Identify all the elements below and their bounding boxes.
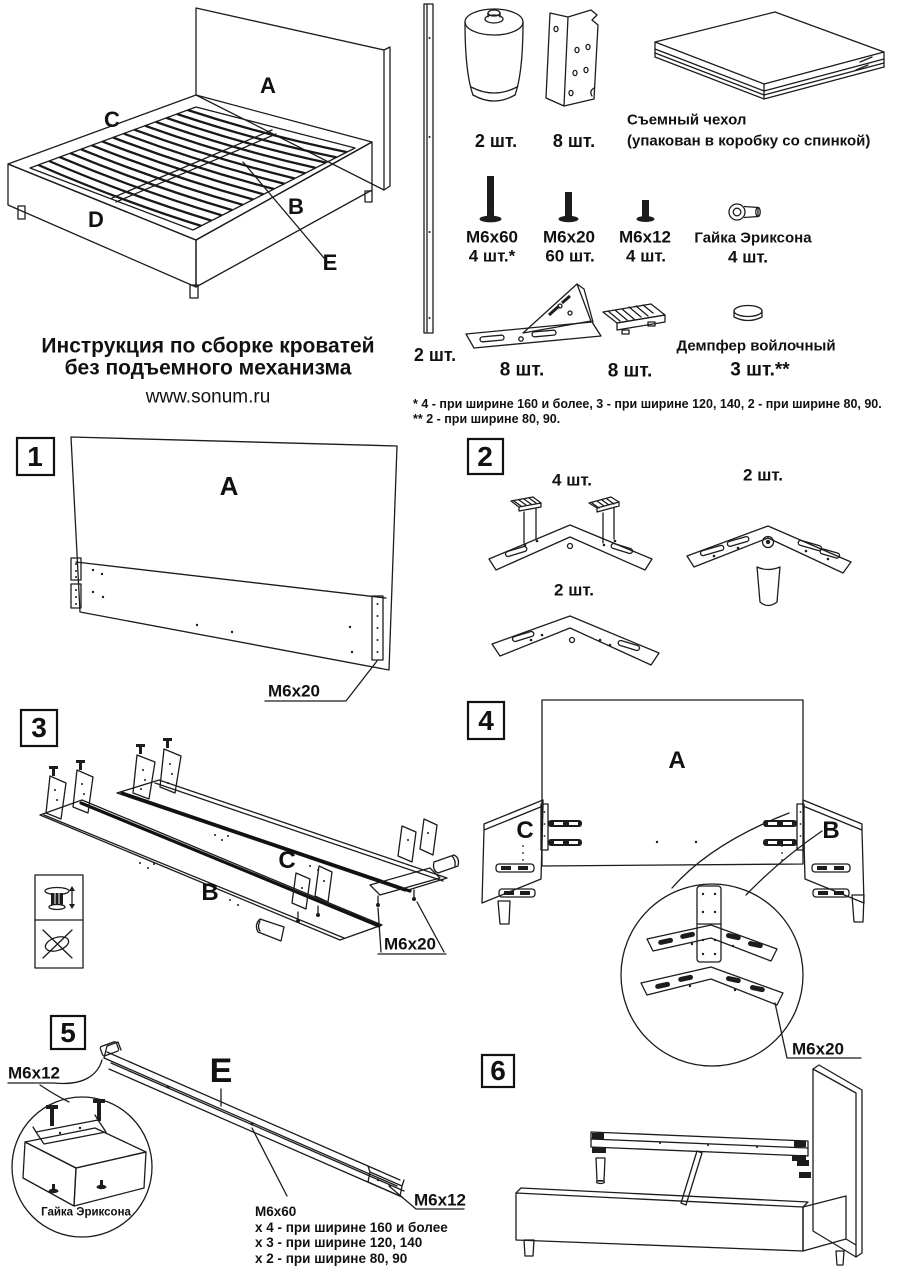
bolt-m6x20-name: М6х20 xyxy=(543,227,595,247)
corner-bracket-qty: 8 шт. xyxy=(499,359,545,381)
felt-damper-qty: 3 шт.** xyxy=(730,359,790,381)
leg-qty: 2 шт. xyxy=(474,131,518,151)
step5-bolt-note-title: М6х60 xyxy=(255,1204,297,1219)
step2-number: 2 xyxy=(477,441,493,472)
step3-fastener: М6х20 xyxy=(384,934,436,954)
step2-drawing xyxy=(468,439,851,665)
felt-damper-name: Демпфер войлочный xyxy=(676,337,836,355)
website-link: www.sonum.ru xyxy=(145,386,271,408)
angle-bracket-qty: 8 шт. xyxy=(552,131,596,151)
step4-drawing xyxy=(468,700,864,1066)
leg-part-drawing xyxy=(465,9,523,101)
slat-qty: 2 шт. xyxy=(413,345,457,365)
cover-note: (упакован в коробку со спинкой) xyxy=(627,132,871,150)
step2-qty-right: 2 шт. xyxy=(743,465,783,485)
step3-drawing xyxy=(21,710,459,968)
step5-bolt-note-l2: х 3 - при ширине 120, 140 xyxy=(255,1235,423,1250)
step5-number: 5 xyxy=(60,1017,76,1048)
step5-bolt-note-l3: х 2 - при ширине 80, 90 xyxy=(255,1250,408,1266)
step3-label-c: C xyxy=(278,847,296,874)
overview-label-e: E xyxy=(322,250,338,275)
erikson-nut-name: Гайка Эриксона xyxy=(694,229,812,247)
step1-drawing xyxy=(17,437,397,701)
step4-label-c: C xyxy=(516,817,534,844)
overview-label-a: A xyxy=(260,73,276,98)
overview-label-d: D xyxy=(88,207,104,232)
corner-bracket-part-drawing xyxy=(466,284,601,348)
bolt-m6x12-qty: 4 шт. xyxy=(626,246,666,266)
step4-fastener: М6х20 xyxy=(792,1039,844,1059)
step5-nut-label: Гайка Эриксона xyxy=(41,1206,131,1219)
bolt-m6x20-qty: 60 шт. xyxy=(545,246,595,266)
step2-qty-top: 4 шт. xyxy=(552,470,592,490)
angle-bracket-part-drawing xyxy=(546,10,598,106)
step1-label-a: A xyxy=(219,471,239,501)
bolt-m6x60-qty: 4 шт.* xyxy=(468,246,516,266)
step2-qty-bottom: 2 шт. xyxy=(554,580,594,600)
step3-label-b: B xyxy=(201,879,219,906)
step5-fastener-left: М6х12 xyxy=(8,1063,60,1083)
step6-number: 6 xyxy=(490,1055,506,1086)
step4-label-b: B xyxy=(822,817,840,844)
bolt-m6x60-icon xyxy=(480,176,502,222)
cover-part-drawing xyxy=(655,12,884,99)
bolt-m6x60-name: М6х60 xyxy=(466,227,518,247)
cover-name: Съемный чехол xyxy=(627,111,747,129)
step5-fastener-right: М6х12 xyxy=(414,1190,466,1210)
overview-label-b: B xyxy=(288,194,304,219)
footnote-2: ** 2 - при ширине 80, 90. xyxy=(413,411,561,426)
sheet-title-line2: без подъемного механизма xyxy=(64,356,352,380)
step5-bolt-note xyxy=(255,1204,448,1266)
slat-part-drawing xyxy=(424,4,433,333)
step3-number: 3 xyxy=(31,712,47,743)
sheet-title-line1: Инструкция по сборке кроватей xyxy=(41,334,375,358)
bolt-m6x12-name: М6х12 xyxy=(619,227,671,247)
bolt-m6x12-icon xyxy=(637,200,655,222)
damper-block-part-drawing xyxy=(603,304,665,334)
damper-block-qty: 8 шт. xyxy=(607,360,653,382)
step4-number: 4 xyxy=(478,705,494,736)
step4-label-a: A xyxy=(668,747,686,774)
erikson-nut-qty: 4 шт. xyxy=(728,247,768,267)
step1-fastener: М6х20 xyxy=(268,681,320,701)
felt-damper-part-drawing xyxy=(734,306,762,321)
step5-label-e: E xyxy=(209,1052,233,1090)
bolt-m6x20-icon xyxy=(559,192,579,222)
overview-label-c: C xyxy=(104,107,120,132)
footnote-1: * 4 - при ширине 160 и более, 3 - при ширине 120, 140, 2 - при ширине 80, 90. xyxy=(413,396,882,411)
step5-bolt-note-l1: х 4 - при ширине 160 и более xyxy=(255,1219,448,1235)
erikson-nut-icon xyxy=(729,204,760,220)
step6-drawing xyxy=(482,1055,862,1265)
step1-number: 1 xyxy=(27,441,43,472)
